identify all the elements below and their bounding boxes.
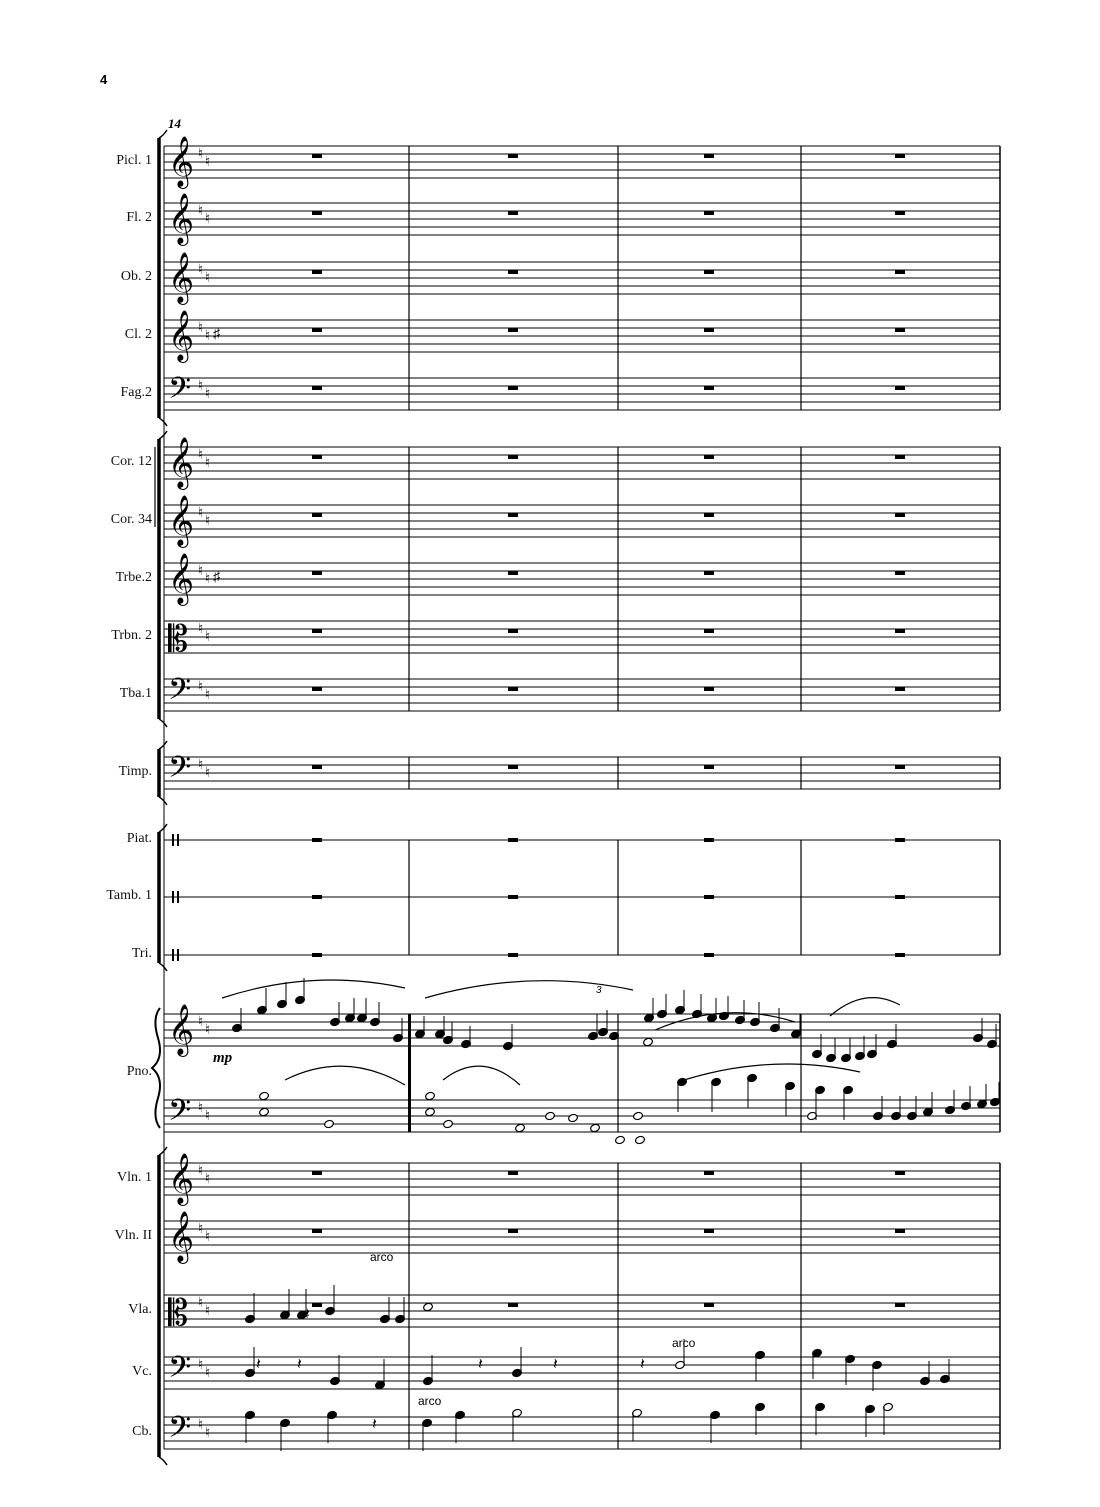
staff-cor-34-whole-rest xyxy=(704,513,714,517)
staff-vc--bass-clef-icon: 𝄢 xyxy=(168,1351,192,1392)
staff-trbe-2-whole-rest xyxy=(895,571,905,575)
staff-vln-ii-whole-rest xyxy=(895,1229,905,1233)
instrument-label: Cl. 2 xyxy=(124,327,152,342)
tuplet-number: 3 xyxy=(596,985,602,996)
staff-picl-1-whole-rest xyxy=(508,154,518,158)
staff-cl-2-treble-clef-icon: 𝄞 xyxy=(168,310,195,361)
staff-tri--perc-clef-icon xyxy=(177,949,179,961)
staff-ob-2-treble-clef-icon: 𝄞 xyxy=(168,252,195,303)
staff-cor-12-whole-rest xyxy=(508,455,518,459)
piano-barline-heavy xyxy=(408,1014,411,1132)
staff-timp--bass-clef-icon: 𝄢 xyxy=(168,751,192,792)
staff-vla--alto-clef-icon: 𝄡 xyxy=(168,1293,189,1334)
staff-pno--bass-clef-icon: 𝄢 xyxy=(168,1094,192,1135)
slur xyxy=(678,1064,860,1082)
staff-ob-2-whole-rest xyxy=(704,270,714,274)
staff-tba-1-whole-rest xyxy=(312,687,322,691)
staff-picl-1-whole-rest xyxy=(312,154,322,158)
instrument-label: Vln. II xyxy=(114,1228,152,1243)
instrument-label: Fag.2 xyxy=(120,385,152,400)
staff-vc--key-natural-icon: ♮ xyxy=(205,1366,211,1381)
staff-vln-1-key-natural-icon: ♮ xyxy=(198,1164,204,1179)
bracket-hook xyxy=(159,130,167,138)
staff-picl-1-key-natural-icon: ♮ xyxy=(198,147,204,162)
slur xyxy=(443,1066,520,1085)
staff-trbn-2-whole-rest xyxy=(895,629,905,633)
page-number: 4 xyxy=(100,72,108,87)
bracket-hook xyxy=(159,741,167,749)
piano-lh-note xyxy=(635,1135,646,1144)
bracket-hook xyxy=(159,824,167,832)
staff-timp--whole-rest xyxy=(312,765,322,769)
staff-timp--key-natural-icon: ♮ xyxy=(205,766,211,781)
staff-ob-2-whole-rest xyxy=(508,270,518,274)
quarter-rest-icon: 𝄽 xyxy=(297,1356,302,1373)
vla-arco: arco xyxy=(370,1250,394,1264)
staff-vln-ii-whole-rest xyxy=(312,1229,322,1233)
piano-lh-note xyxy=(568,1113,579,1122)
staff-tri--whole-rest xyxy=(312,953,322,957)
instrument-label: Ob. 2 xyxy=(120,269,152,284)
staff-picl-1-key-natural-icon: ♮ xyxy=(205,155,211,170)
staff-fl-2-whole-rest xyxy=(508,211,518,215)
piano-lh-note xyxy=(615,1135,626,1144)
staff-trbn-2-whole-rest xyxy=(312,629,322,633)
staff-cor-12-whole-rest xyxy=(312,455,322,459)
staff-tamb-1-perc-clef-icon xyxy=(177,891,179,903)
staff-cor-34-whole-rest xyxy=(312,513,322,517)
piano-lh-note xyxy=(545,1111,556,1120)
dynamic-mp: mp xyxy=(213,1050,233,1066)
piano-lh-note xyxy=(324,1119,335,1128)
measure-number: 14 xyxy=(168,116,181,131)
instrument-label: Trbe.2 xyxy=(115,570,152,585)
instrument-label: Vc. xyxy=(132,1364,152,1379)
staff-cor-34-key-natural-icon: ♮ xyxy=(198,506,204,521)
staff-cor-12-whole-rest xyxy=(704,455,714,459)
staff-tri--whole-rest xyxy=(508,953,518,957)
staff-trbe-2-whole-rest xyxy=(704,571,714,575)
staff-timp--whole-rest xyxy=(508,765,518,769)
slur xyxy=(285,1066,405,1085)
staff-cor-34-key-natural-icon: ♮ xyxy=(205,514,211,529)
staff-picl-1-treble-clef-icon: 𝄞 xyxy=(168,136,195,187)
staff-timp--whole-rest xyxy=(704,765,714,769)
staff-vla--key-natural-icon: ♮ xyxy=(198,1296,204,1311)
viola-m3-whole-rest xyxy=(312,1303,322,1307)
staff-pno--key-natural-icon: ♮ xyxy=(205,1109,211,1124)
staff-cor-34-whole-rest xyxy=(508,513,518,517)
instrument-label: Tba.1 xyxy=(119,686,152,701)
piano-lh-note xyxy=(259,1091,270,1100)
instrument-label: Vla. xyxy=(128,1302,152,1317)
staff-trbn-2-whole-rest xyxy=(704,629,714,633)
staff-tba-1-whole-rest xyxy=(704,687,714,691)
staff-ob-2-key-natural-icon: ♮ xyxy=(205,271,211,286)
staff-cl-2-key-natural-icon: ♮ xyxy=(198,321,204,336)
staff-vln-1-whole-rest xyxy=(704,1171,714,1175)
instrument-label: Cor. 34 xyxy=(110,512,152,527)
staff-trbe-2-whole-rest xyxy=(508,571,518,575)
instrument-label: Picl. 1 xyxy=(116,153,152,168)
staff-pno--key-natural-icon: ♮ xyxy=(198,1101,204,1116)
cb-arco: arco xyxy=(418,1394,442,1408)
quarter-rest-icon: 𝄽 xyxy=(640,1356,645,1373)
instrument-label: Trbn. 2 xyxy=(111,628,152,643)
staff-vln-1-whole-rest xyxy=(312,1171,322,1175)
quarter-rest-icon: 𝄽 xyxy=(372,1416,377,1433)
staff-picl-1-whole-rest xyxy=(895,154,905,158)
staff-pno--key-natural-icon: ♮ xyxy=(205,1023,211,1038)
staff-cb--bass-clef-icon: 𝄢 xyxy=(168,1411,192,1452)
bracket-hook xyxy=(159,797,167,805)
staff-cor-34-whole-rest xyxy=(895,513,905,517)
staff-vln-1-whole-rest xyxy=(508,1171,518,1175)
viola-m3-whole-rest xyxy=(895,1303,905,1307)
instrument-label: Cor. 12 xyxy=(110,454,152,469)
staff-cor-12-key-natural-icon: ♮ xyxy=(205,456,211,471)
staff-tba-1-key-natural-icon: ♮ xyxy=(205,688,211,703)
staff-vla--key-natural-icon: ♮ xyxy=(205,1304,211,1319)
staff-tri--perc-clef-icon xyxy=(172,949,174,961)
staff-ob-2-key-natural-icon: ♮ xyxy=(198,263,204,278)
staff-cl-2-key-sharp-icon: ♯ xyxy=(213,327,220,342)
piano-lh-note xyxy=(515,1123,526,1132)
viola-m3-whole-rest xyxy=(508,1303,518,1307)
staff-tamb-1-whole-rest xyxy=(312,895,322,899)
instrument-label: Timp. xyxy=(118,764,152,779)
quarter-rest-icon: 𝄽 xyxy=(256,1356,261,1373)
staff-pno--treble-clef-icon: 𝄞 xyxy=(168,1004,195,1055)
staff-fl-2-treble-clef-icon: 𝄞 xyxy=(168,193,195,244)
staff-timp--key-natural-icon: ♮ xyxy=(198,758,204,773)
staff-vln-ii-key-natural-icon: ♮ xyxy=(205,1230,211,1245)
slur xyxy=(830,998,900,1016)
staff-cor-12-treble-clef-icon: 𝄞 xyxy=(168,437,195,488)
staff-vln-1-whole-rest xyxy=(895,1171,905,1175)
staff-fag-2-whole-rest xyxy=(312,386,322,390)
piano-lh-note xyxy=(443,1119,454,1128)
staff-cl-2-whole-rest xyxy=(704,328,714,332)
staff-vln-ii-whole-rest xyxy=(704,1229,714,1233)
piano-lh-note xyxy=(590,1123,601,1132)
staff-cl-2-whole-rest xyxy=(312,328,322,332)
staff-cor-12-key-natural-icon: ♮ xyxy=(198,448,204,463)
staff-tba-1-bass-clef-icon: 𝄢 xyxy=(168,673,192,714)
staff-trbn-2-key-natural-icon: ♮ xyxy=(198,622,204,637)
bracket-hook xyxy=(159,431,167,439)
staff-trbn-2-key-natural-icon: ♮ xyxy=(205,630,211,645)
instrument-label: Tamb. 1 xyxy=(106,888,152,903)
viola-whole-note xyxy=(423,1302,434,1311)
bracket-hook xyxy=(159,719,167,727)
staff-piat--whole-rest xyxy=(312,838,322,842)
piano-brace xyxy=(152,1008,160,1128)
piano-lh-note xyxy=(633,1111,644,1120)
staff-cb--key-natural-icon: ♮ xyxy=(205,1426,211,1441)
staff-piat--perc-clef-icon xyxy=(177,834,179,846)
instrument-label: Cb. xyxy=(132,1424,152,1439)
staff-timp--whole-rest xyxy=(895,765,905,769)
instrument-label: Vln. 1 xyxy=(117,1170,152,1185)
staff-tamb-1-whole-rest xyxy=(895,895,905,899)
instrument-label: Pno. xyxy=(126,1064,152,1079)
instrument-label: Fl. 2 xyxy=(126,210,152,225)
staff-trbn-2-alto-clef-icon: 𝄡 xyxy=(168,619,189,660)
quarter-rest-icon: 𝄽 xyxy=(553,1356,558,1373)
staff-fag-2-whole-rest xyxy=(508,386,518,390)
staff-tamb-1-whole-rest xyxy=(508,895,518,899)
staff-fag-2-whole-rest xyxy=(895,386,905,390)
piano-lh-note xyxy=(259,1107,270,1116)
staff-trbn-2-whole-rest xyxy=(508,629,518,633)
staff-piat--whole-rest xyxy=(704,838,714,842)
staff-tamb-1-perc-clef-icon xyxy=(172,891,174,903)
staff-fl-2-whole-rest xyxy=(895,211,905,215)
staff-ob-2-whole-rest xyxy=(895,270,905,274)
staff-trbe-2-treble-clef-icon: 𝄞 xyxy=(168,553,195,604)
staff-ob-2-whole-rest xyxy=(312,270,322,274)
staff-fl-2-whole-rest xyxy=(704,211,714,215)
staff-pno--key-natural-icon: ♮ xyxy=(198,1015,204,1030)
staff-tamb-1-whole-rest xyxy=(704,895,714,899)
staff-cl-2-key-natural-icon: ♮ xyxy=(205,329,211,344)
instrument-label: Tri. xyxy=(131,946,152,961)
piano-lh-note xyxy=(425,1107,436,1116)
bracket-hook xyxy=(159,1457,167,1465)
staff-cb--key-natural-icon: ♮ xyxy=(198,1418,204,1433)
staff-fl-2-whole-rest xyxy=(312,211,322,215)
staff-vln-ii-whole-rest xyxy=(508,1229,518,1233)
staff-fag-2-bass-clef-icon: 𝄢 xyxy=(168,372,192,413)
bracket-hook xyxy=(159,963,167,971)
staff-fl-2-key-natural-icon: ♮ xyxy=(198,204,204,219)
staff-tri--whole-rest xyxy=(895,953,905,957)
quarter-rest-icon: 𝄽 xyxy=(305,1306,310,1323)
instrument-label: Piat. xyxy=(126,831,152,846)
slur xyxy=(222,980,405,998)
staff-tba-1-whole-rest xyxy=(508,687,518,691)
quarter-rest-icon: 𝄽 xyxy=(478,1356,483,1373)
staff-tba-1-whole-rest xyxy=(895,687,905,691)
bracket-hook xyxy=(159,1147,167,1155)
staff-cl-2-whole-rest xyxy=(895,328,905,332)
staff-tba-1-key-natural-icon: ♮ xyxy=(198,680,204,695)
staff-cor-34-treble-clef-icon: 𝄞 xyxy=(168,495,195,546)
staff-fag-2-key-natural-icon: ♮ xyxy=(198,379,204,394)
staff-trbe-2-whole-rest xyxy=(312,571,322,575)
viola-m3-whole-rest xyxy=(704,1303,714,1307)
staff-piat--whole-rest xyxy=(508,838,518,842)
staff-vc--key-natural-icon: ♮ xyxy=(198,1358,204,1373)
staff-vln-ii-key-natural-icon: ♮ xyxy=(198,1222,204,1237)
piano-rh-whole-note xyxy=(643,1037,654,1046)
staff-trbe-2-key-sharp-icon: ♯ xyxy=(213,570,220,585)
staff-cor-12-whole-rest xyxy=(895,455,905,459)
piano-lh-note xyxy=(425,1091,436,1100)
staff-fag-2-key-natural-icon: ♮ xyxy=(205,387,211,402)
staff-trbe-2-key-natural-icon: ♮ xyxy=(198,564,204,579)
bracket-hook xyxy=(159,418,167,426)
staff-picl-1-whole-rest xyxy=(704,154,714,158)
staff-vln-1-key-natural-icon: ♮ xyxy=(205,1172,211,1187)
staff-fl-2-key-natural-icon: ♮ xyxy=(205,212,211,227)
staff-piat--whole-rest xyxy=(895,838,905,842)
staff-trbe-2-key-natural-icon: ♮ xyxy=(205,572,211,587)
staff-tri--whole-rest xyxy=(704,953,714,957)
staff-cl-2-whole-rest xyxy=(508,328,518,332)
vc-arco: arco xyxy=(672,1336,696,1350)
staff-vln-1-treble-clef-icon: 𝄞 xyxy=(168,1153,195,1204)
staff-piat--perc-clef-icon xyxy=(172,834,174,846)
staff-vln-ii-treble-clef-icon: 𝄞 xyxy=(168,1211,195,1262)
staff-fag-2-whole-rest xyxy=(704,386,714,390)
